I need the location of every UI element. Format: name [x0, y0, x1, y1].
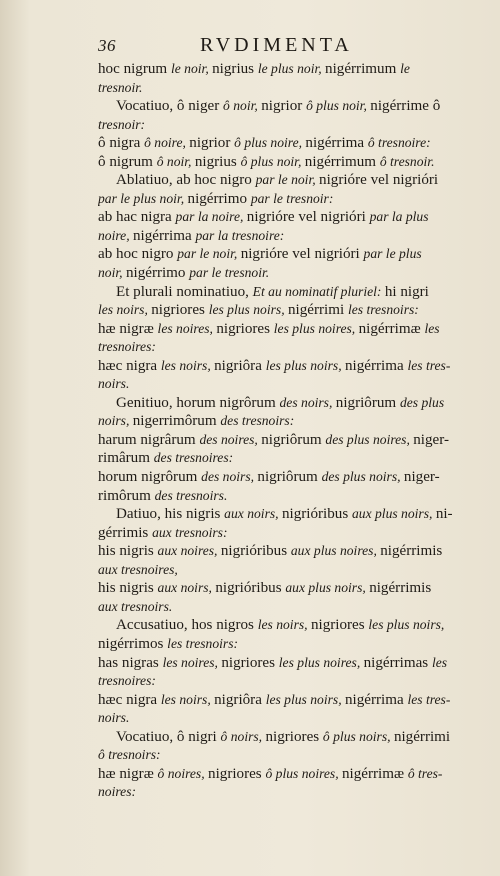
latin-text: nigriores	[151, 302, 209, 319]
french-gloss: ô noires,	[157, 765, 209, 781]
text-line	[98, 654, 478, 673]
latin-text: harum nigrârum	[98, 431, 200, 448]
latin-text: nigérrimum	[304, 153, 380, 170]
latin-text: niger-	[413, 431, 449, 448]
latin-text: hæ nigræ	[98, 765, 158, 782]
latin-text: nigriôra	[214, 357, 266, 374]
latin-text: nigrius	[194, 153, 241, 170]
text-line	[98, 691, 478, 710]
latin-text: nigérrimæ	[342, 765, 408, 782]
latin-text: his nigris	[98, 543, 158, 560]
text-line	[98, 672, 478, 691]
text-line	[98, 431, 478, 450]
text-line	[98, 542, 478, 561]
french-gloss: des noirs,	[201, 469, 258, 485]
latin-text: his nigris	[98, 580, 158, 597]
french-gloss: ô tresnoirs:	[98, 747, 161, 763]
text-line	[98, 60, 478, 79]
french-gloss: aux tresnoirs:	[152, 524, 228, 540]
french-gloss: ô noire,	[144, 135, 190, 151]
french-gloss: des noires,	[199, 431, 262, 447]
latin-text: horum nigrôrum	[98, 469, 202, 486]
latin-text: nigérrime ô	[370, 98, 441, 115]
french-gloss: ô noir,	[156, 153, 195, 169]
french-gloss: les tresnoirs:	[167, 635, 239, 651]
french-gloss: les tresnoirs:	[347, 302, 419, 318]
text-line	[98, 579, 478, 598]
text-line	[98, 709, 478, 728]
latin-text: niger-	[403, 469, 440, 486]
text-line	[98, 635, 478, 654]
latin-text: nigrióre vel nigrióri	[319, 172, 439, 189]
latin-text: Vocatiuo, ô niger	[116, 98, 224, 115]
latin-text: nigriôra	[214, 691, 266, 708]
french-gloss: noirs.	[98, 376, 130, 392]
latin-text: nigérrimis	[380, 543, 443, 560]
latin-text: nigérrimi	[288, 302, 348, 319]
text-line	[98, 227, 478, 246]
french-gloss: aux plus noirs,	[285, 580, 370, 596]
latin-text: hi nigri	[384, 283, 429, 300]
latin-text: hæc nigra	[98, 357, 161, 374]
latin-text: Genitiuo, horum nigrôrum	[116, 394, 280, 411]
latin-text: ab hoc nigro	[98, 246, 178, 263]
french-gloss: le plus noir,	[257, 61, 326, 76]
text-line	[98, 487, 478, 506]
text-line	[98, 561, 478, 580]
text-line	[98, 468, 478, 487]
latin-text: ab hac nigra	[98, 209, 176, 226]
french-gloss: par le tresnoir.	[189, 265, 270, 281]
french-gloss: tresnoires:	[98, 339, 156, 355]
latin-text: nigriôrum	[335, 394, 400, 411]
french-gloss: aux plus noirs,	[351, 506, 436, 522]
text-line	[98, 245, 478, 264]
text-line	[98, 338, 478, 357]
french-gloss: des plus noirs,	[321, 469, 404, 485]
latin-text: Vocatiuo, ô nigri	[116, 728, 221, 745]
french-gloss: aux noirs,	[157, 580, 216, 596]
latin-text: nigérrimum	[325, 61, 401, 77]
french-gloss: les noires,	[162, 654, 222, 670]
french-gloss: des noirs,	[279, 394, 336, 410]
latin-text: nigrius	[212, 61, 258, 77]
french-gloss: des tresnoires:	[153, 450, 234, 466]
latin-text: nigérrima	[345, 357, 408, 374]
latin-text: nigérrimos	[98, 635, 168, 652]
latin-text: nigrior	[261, 98, 307, 115]
text-line	[98, 116, 478, 135]
text-line	[98, 412, 478, 431]
french-gloss: des plus	[399, 394, 445, 410]
latin-text: nigriôrum	[261, 431, 326, 448]
french-gloss: les plus noirs,	[265, 357, 345, 373]
french-gloss: ô noirs,	[220, 728, 266, 744]
latin-text: Datiuo, his nigris	[116, 506, 225, 523]
latin-text: hæ nigræ	[98, 320, 158, 337]
french-gloss: les noirs,	[257, 617, 311, 633]
latin-text: ô nigrum	[98, 153, 157, 170]
french-gloss: noires:	[98, 784, 137, 800]
latin-text: nigérrima	[133, 227, 196, 244]
french-gloss: des plus noires,	[325, 431, 414, 447]
latin-text: Ablatiuo, ab hoc nigro	[116, 172, 256, 189]
french-gloss: les	[424, 320, 440, 336]
text-line	[98, 283, 478, 302]
french-gloss: le noir,	[170, 61, 213, 76]
french-gloss: ô plus noires,	[265, 765, 342, 781]
french-gloss: ô plus noir,	[306, 98, 371, 114]
latin-text: nigérrimo	[187, 190, 251, 207]
text-line	[98, 320, 478, 339]
text-line	[98, 728, 478, 747]
french-gloss: aux noirs,	[224, 506, 282, 522]
latin-text: nigerrimôrum	[132, 413, 221, 430]
latin-text: Accusatiuo, hos nigros	[116, 617, 258, 634]
text-line	[98, 301, 478, 320]
french-gloss: noir,	[98, 265, 126, 281]
french-gloss: les noirs,	[160, 357, 215, 373]
latin-text: has nigras	[98, 654, 163, 671]
running-head	[98, 34, 478, 58]
text-line	[98, 357, 478, 376]
latin-text: nigriores	[216, 320, 274, 337]
french-gloss: par le plus	[363, 246, 422, 262]
text-line	[98, 79, 478, 98]
latin-text: nigérrimis	[369, 580, 432, 597]
latin-text: rimôrum	[98, 487, 155, 504]
latin-text: nigrior	[189, 135, 235, 152]
latin-text: nigriores	[310, 617, 369, 634]
latin-text: nigérrimæ	[358, 320, 425, 337]
french-gloss: Et au nominatif pluriel:	[252, 283, 385, 299]
french-gloss: par le noir,	[255, 172, 320, 188]
french-gloss: tresnoires:	[98, 673, 156, 689]
text-line	[98, 153, 478, 172]
latin-text: ni-	[435, 506, 453, 523]
text-line	[98, 524, 478, 543]
french-gloss: le	[400, 61, 410, 76]
latin-text: nigriores	[265, 728, 323, 745]
french-gloss: les noirs,	[160, 691, 215, 707]
latin-text: nigrióre vel nigrióri	[246, 209, 370, 226]
french-gloss: par la tresnoire:	[195, 227, 285, 243]
french-gloss: tresnoir:	[98, 116, 146, 132]
latin-text: nigérrimi	[393, 728, 451, 745]
latin-text: nigrióre vel nigrióri	[240, 246, 364, 263]
latin-text: hoc nigrum	[98, 61, 171, 77]
body-text	[98, 60, 478, 802]
latin-text: nigérrimas	[363, 654, 432, 671]
running-title: RVDIMENTA	[200, 34, 353, 56]
french-gloss: les plus noires,	[278, 654, 364, 670]
french-gloss: ô plus noirs,	[322, 728, 394, 744]
french-gloss: les tres-	[407, 691, 451, 707]
french-gloss: tresnoir.	[98, 79, 143, 95]
latin-text: Et plurali nominatiuo,	[116, 283, 253, 300]
latin-text: nigrióribus	[215, 580, 286, 597]
text-line	[98, 375, 478, 394]
french-gloss: les	[431, 654, 448, 670]
text-line	[98, 746, 478, 765]
text-line	[98, 190, 478, 209]
text-line	[98, 505, 478, 524]
latin-text: rimârum	[98, 450, 154, 467]
french-gloss: noirs,	[98, 413, 133, 429]
latin-text: nigrióribus	[281, 506, 352, 523]
french-gloss: aux plus noires,	[290, 543, 381, 559]
latin-text: gérrimis	[98, 524, 153, 541]
french-gloss: ô tresnoir.	[379, 153, 435, 169]
latin-text: nigrióribus	[220, 543, 291, 560]
french-gloss: noirs.	[98, 710, 130, 726]
french-gloss: des tresnoirs.	[154, 487, 228, 503]
latin-text: nigriôrum	[257, 469, 322, 486]
text-line	[98, 783, 478, 802]
text-line	[98, 765, 478, 784]
french-gloss: les noires,	[157, 320, 217, 336]
latin-text: nigriores	[208, 765, 266, 782]
french-gloss: aux tresnoirs.	[98, 598, 173, 614]
text-line	[98, 264, 478, 283]
latin-text: hæc nigra	[98, 691, 161, 708]
text-line	[98, 598, 478, 617]
french-gloss: ô plus noire,	[234, 135, 306, 151]
french-gloss: les plus noirs,	[368, 617, 445, 633]
french-gloss: ô tresnoire:	[367, 135, 431, 151]
french-gloss: les tres-	[407, 357, 451, 373]
text-line	[98, 616, 478, 635]
latin-text: ô nigra	[98, 135, 145, 152]
french-gloss: les plus noirs,	[208, 302, 288, 318]
french-gloss: aux noires,	[157, 543, 221, 559]
latin-text: nigérrima	[345, 691, 408, 708]
french-gloss: par le noir,	[177, 246, 241, 262]
text-line	[98, 171, 478, 190]
text-line	[98, 208, 478, 227]
french-gloss: ô plus noir,	[240, 153, 305, 169]
french-gloss: les plus noires,	[273, 320, 359, 336]
french-gloss: par le plus noir,	[98, 190, 188, 206]
french-gloss: les noirs,	[98, 302, 152, 318]
french-gloss: par la noire,	[175, 209, 247, 225]
french-gloss: aux tresnoires,	[98, 561, 178, 577]
text-line	[98, 134, 478, 153]
text-line	[98, 449, 478, 468]
latin-text: nigérrima	[305, 135, 368, 152]
french-gloss: noire,	[98, 227, 133, 243]
french-gloss: par la plus	[369, 209, 429, 225]
page-number: 36	[98, 36, 116, 55]
latin-text: nigérrimo	[125, 265, 190, 282]
french-gloss: ô noir,	[223, 98, 262, 114]
french-gloss: par le tresnoir:	[250, 190, 334, 206]
french-gloss: ô tres-	[407, 765, 443, 781]
text-line	[98, 394, 478, 413]
french-gloss: des tresnoirs:	[220, 413, 295, 429]
text-line	[98, 97, 478, 116]
latin-text: nigriores	[221, 654, 279, 671]
french-gloss: les plus noirs,	[265, 691, 345, 707]
